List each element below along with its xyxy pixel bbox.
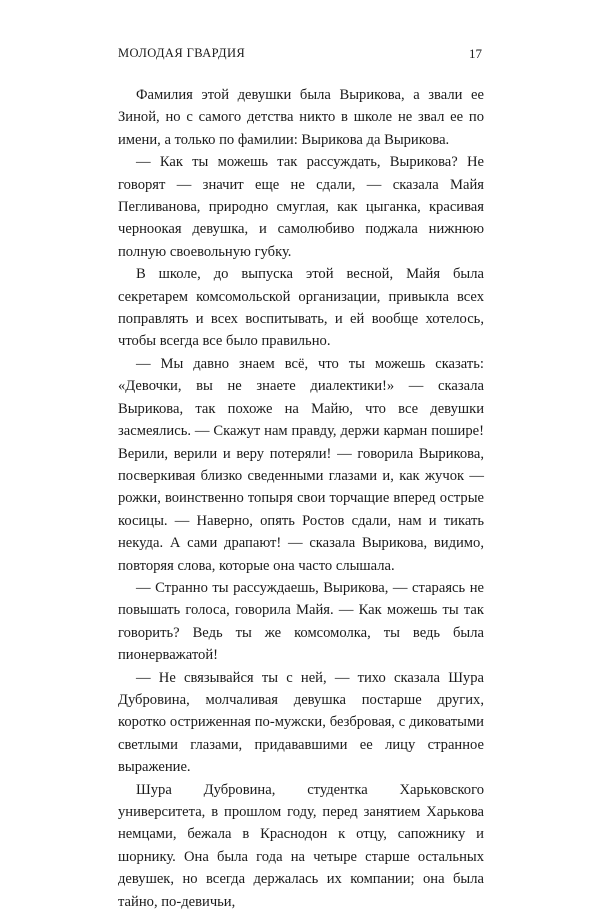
paragraph: Фамилия этой девушки была Вырикова, а звали ее Зиной, но с самого детства никто в школе не звал ее по имени, а только по фамилии: Вырикова да Вырикова. — [118, 87, 484, 148]
running-head-title: МОЛОДАЯ ГВАРДИЯ — [118, 46, 246, 60]
paragraph: В школе, до выпуска этой весной, Майя была секретарем комсомольской организации, привыкла всех поправлять и всех воспитывать, и ей вообще хотелось, чтобы всегда все было правильно. — [118, 266, 484, 350]
paragraph: — Мы давно знаем всё, что ты можешь сказать: «Девочки, вы не знаете диалектики!» — сказала Вырикова, так похоже на Майю, что все девушки засмеялись. — Скажут нам правду, держи карман пошире! Верили, верили и веру потеряли! — говорила Вырикова, посверкивая близко сведенными глазами и, как жучок — рожки, воинственно топыря свои торчащие вперед острые косицы. — Наверно, опять Ростов сдали, нам и тикать некуда. А сами драпают! — сказала Вырикова, видимо, повторяя слова, которые она часто слышала. — [118, 355, 484, 574]
paragraph: — Странно ты рассуждаешь, Вырикова, — стараясь не повышать голоса, говорила Майя. — Как можешь ты так говорить? Ведь ты же комсомолка, ты ведь была пионерважатой! — [118, 579, 484, 664]
paragraph: Шура Дубровина, студентка Харьковского университета, в прошлом году, перед занятием Харькова немцами, бежала в Краснодон к отцу, сапожнику и шорнику. Она была года на четыре старше остальных девушек, но всегда держалась их компании; она была тайно, по-девичьи, — [118, 781, 484, 910]
page-number: 17 — [469, 46, 482, 61]
paragraph: — Как ты можешь так рассуждать, Вырикова? Не говорят — значит еще не сдали, — сказала Майя Пегливанова, природно смуглая, как цыганка, красивая черноокая девушка, и самолюбиво поджала нижнюю полную своевольную губку. — [118, 154, 484, 260]
body-text — [118, 84, 484, 913]
paragraph: — Не связывайся ты с ней, — тихо сказала Шура Дубровина, молчаливая девушка постарше других, коротко остриженная по-мужски, безбровая, с диковатыми светлыми глазами, придававшими ее лицу странное выражение. — [118, 669, 484, 776]
